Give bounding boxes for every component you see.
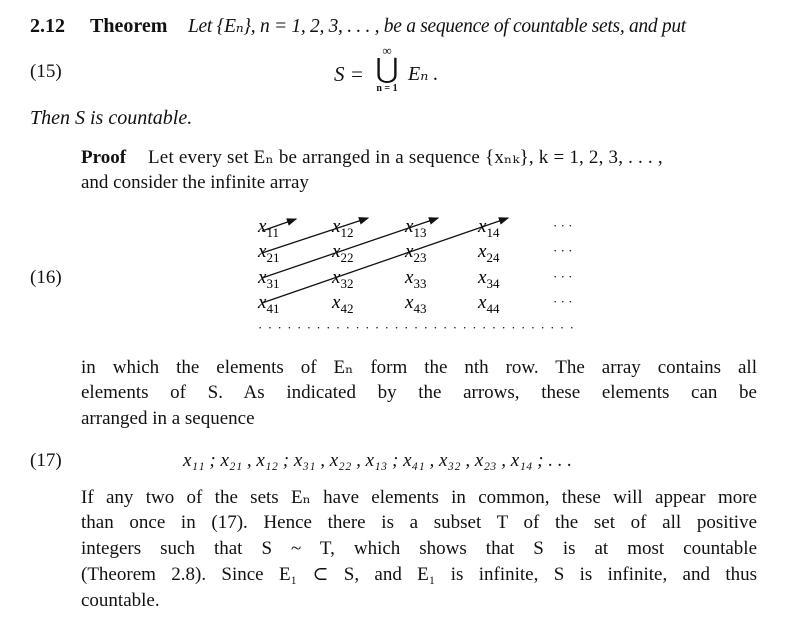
union-symbol: ⋃ (375, 54, 399, 85)
array-cell: $x_{33}$ (405, 267, 427, 291)
array-cell: $x_{13}$ (405, 216, 427, 240)
array-cell: $x_{22}$ (332, 241, 354, 265)
array-cell: $x_{43}$ (405, 292, 427, 316)
paragraph-1-line-3: arranged in a sequence (81, 408, 255, 429)
theorem-number: 2.12 (30, 15, 65, 37)
equation-15-rhs: Eₙ . (408, 63, 439, 85)
theorem-conclusion: Then S is countable. (30, 107, 193, 129)
array-cell: $x_{34}$ (478, 267, 500, 291)
paragraph-2-line-2: than once in (17). Hence there is a subset T of the set of all positive (81, 512, 757, 533)
array-cell: $x_{14}$ (478, 216, 500, 240)
array-cell: $x_{24}$ (478, 241, 500, 265)
equation-tag-17: (17) (30, 450, 62, 471)
theorem-statement: Let {Eₙ}, n = 1, 2, 3, . . . , be a sequence of countable sets, and put (188, 16, 686, 37)
paragraph-1-line-2: elements of S. As indicated by the arrows, these elements can be (81, 382, 757, 403)
paragraph-2-line-3: integers such that S ~ T, which shows that S is at most countable (81, 538, 757, 559)
equation-tag-15: (15) (30, 61, 62, 82)
paragraph-2-line-4: (Theorem 2.8). Since E₁ ⊂ S, and E₁ is infinite, S is infinite, and thus (81, 564, 757, 585)
array-cell: $x_{42}$ (332, 292, 354, 316)
proof-line-2: and consider the infinite array (81, 172, 309, 193)
row-ellipsis: · · · (553, 294, 573, 309)
row-ellipsis: · · · (553, 269, 573, 284)
array-cell: $x_{12}$ (332, 216, 354, 240)
array-cell: $x_{11}$ (258, 216, 279, 240)
array-bottom-dots: · · · · · · · · · · · · · · · · · · · · · · · · · · · · · · · · · (258, 320, 574, 335)
paragraph-1-line-1: in which the elements of Eₙ form the nth row. The array contains all (81, 357, 757, 378)
proof-line-1: Let every set Eₙ be arranged in a sequence {xₙₖ}, k = 1, 2, 3, . . . , (148, 147, 663, 168)
equation-17-sequence: x₁₁ ; x₂₁ , x₁₂ ; x₃₁ , x₂₂ , x₁₃ ; x₄₁ , x₃₂ , x₂₃ , x₁₄ ; . . . (183, 450, 572, 471)
equation-15-lhs: S = (334, 62, 364, 86)
union-lower-limit: n = 1 (376, 83, 398, 94)
equation-tag-16: (16) (30, 267, 62, 288)
array-cell: $x_{32}$ (332, 267, 354, 291)
array-cell: $x_{41}$ (258, 292, 280, 316)
arrow-diagonal-4 (262, 218, 508, 303)
array-cell: $x_{44}$ (478, 292, 500, 316)
theorem-label: Theorem (90, 15, 168, 37)
array-cell: $x_{31}$ (258, 267, 280, 291)
union-upper-limit: ∞ (382, 43, 392, 58)
proof-label: Proof (81, 147, 127, 168)
paragraph-2-line-5: countable. (81, 590, 160, 611)
array-cell: $x_{23}$ (405, 241, 427, 265)
paragraph-2-line-1: If any two of the sets Eₙ have elements in common, these will appear more (81, 487, 757, 508)
row-ellipsis: · · · (553, 243, 573, 258)
array-cell: $x_{21}$ (258, 241, 280, 265)
row-ellipsis: · · · (553, 218, 573, 233)
